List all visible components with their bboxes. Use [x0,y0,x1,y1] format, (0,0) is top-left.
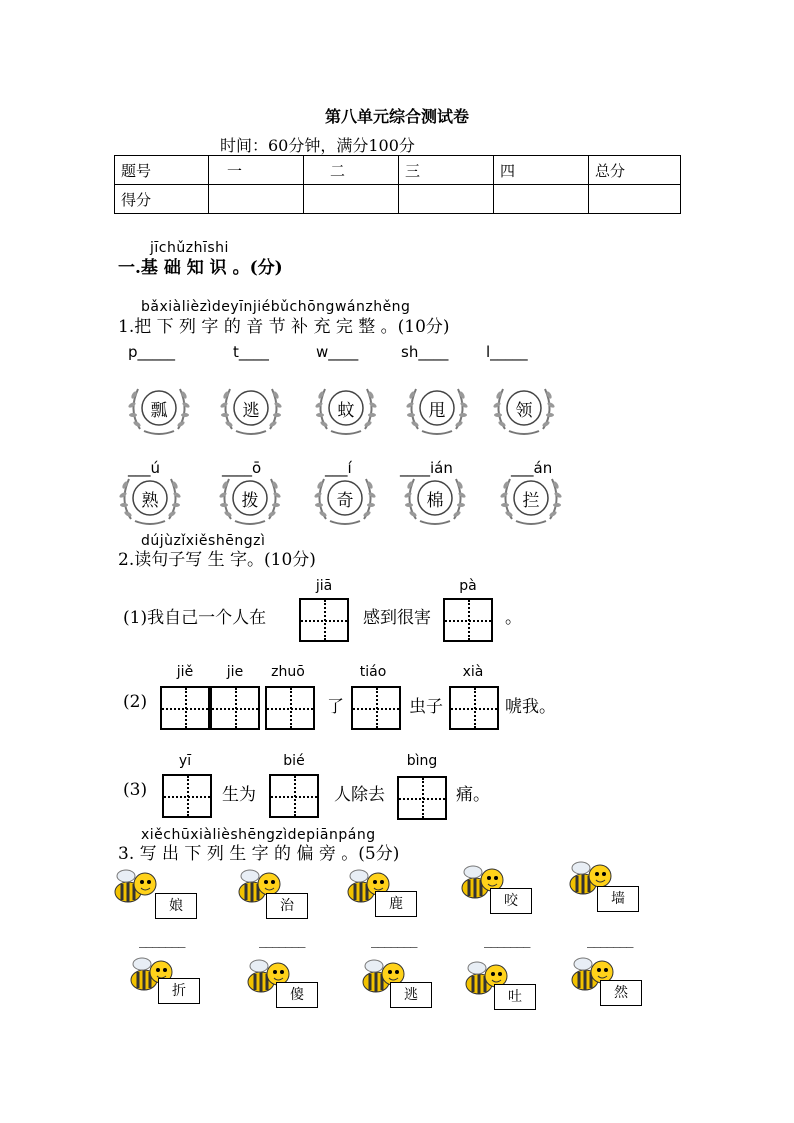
table-cell: 一 [209,156,304,185]
sentence-text: 痛。 [456,785,490,805]
answer-line[interactable]: _______ [587,930,633,948]
writing-grid[interactable] [449,686,499,730]
table-row [115,156,681,185]
pinyin-hint: xià [462,664,484,680]
character: 奇 [336,491,354,511]
q1-pinyin: bǎxiàlièzìdeyīnjiébǔchōngwánzhěng [141,299,411,315]
character: 棉 [426,491,444,511]
wreath-char [491,381,557,439]
wreath-char [402,471,468,529]
section1-pinyin: jīchǔzhīshi [150,240,229,256]
writing-grid[interactable] [351,686,401,730]
radical-char-box: 然 [600,980,642,1006]
character: 瓢 [150,401,168,421]
writing-grid[interactable] [269,774,319,818]
pinyin-hint: jie [226,664,244,680]
pinyin-blank[interactable]: sh____ [401,343,449,361]
character: 领 [515,401,533,421]
sentence-text: (3) [123,780,148,800]
radical-char-box: 折 [158,978,200,1004]
sentence-text: 感到很害 [363,608,431,628]
score-table [114,155,681,214]
radical-char-box: 娘 [155,893,197,919]
time-info: 时间：60分钟，满分100分 [220,136,415,155]
character: 逃 [242,401,260,421]
table-cell[interactable] [209,185,304,214]
answer-line[interactable]: _______ [259,930,305,948]
character: 拦 [522,491,540,511]
pinyin-hint: bié [283,753,305,769]
pinyin-blank[interactable]: ___án [511,459,553,477]
section1-title: 一.基 础 知 识 。(分) [118,258,283,278]
pinyin-blank[interactable]: w____ [316,343,359,361]
bee-icon [112,866,158,910]
pinyin-blank[interactable]: ____ián [400,459,453,477]
wreath-char [313,381,379,439]
character: 熟 [141,491,159,511]
writing-grid[interactable] [160,686,210,730]
pinyin-hint: jiě [176,664,194,680]
table-cell: 得分 [115,185,209,214]
pinyin-blank[interactable]: l_____ [486,343,528,361]
wreath-char [217,471,283,529]
sentence-text: (2) [123,692,148,712]
pinyin-blank[interactable]: p_____ [128,343,176,361]
writing-grid[interactable] [210,686,260,730]
writing-grid[interactable] [162,774,212,818]
radical-char-box: 鹿 [375,891,417,917]
pinyin-blank[interactable]: ___ú [128,459,161,477]
wreath-char [218,381,284,439]
pinyin-hint: pà [459,578,477,594]
sentence-text: 人除去 [334,785,385,805]
table-cell: 二 [304,156,399,185]
sentence-text: 生为 [222,785,256,805]
q3-pinyin: xiěchūxiàlièshēngzìdepiānpáng [141,827,376,843]
pinyin-hint: zhuō [271,664,305,680]
q2-pinyin: dújùzǐxiěshēngzì [141,533,266,549]
table-cell: 总分 [589,156,681,185]
writing-grid[interactable] [299,598,349,642]
page-title: 第八单元综合测试卷 [324,107,469,126]
q3-title: 3. 写 出 下 列 生 字 的 偏 旁 。(5分) [118,844,400,864]
writing-grid[interactable] [443,598,493,642]
radical-char-box: 墙 [597,886,639,912]
table-cell: 四 [494,156,589,185]
wreath-char [404,381,470,439]
wreath-char [126,381,192,439]
pinyin-hint: tiáo [359,664,387,680]
pinyin-hint: yī [178,753,192,769]
radical-char-box: 逃 [390,982,432,1008]
table-cell[interactable] [589,185,681,214]
pinyin-hint: bìng [406,753,438,769]
sentence-text: 了 [327,697,344,717]
sentence-text: 唬我。 [505,697,556,717]
q1-title: 1.把 下 列 字 的 音 节 补 充 完 整 。(10分) [118,317,450,337]
table-cell[interactable] [494,185,589,214]
table-cell: 三 [399,156,494,185]
character: 蚊 [337,401,355,421]
wreath-char [498,471,564,529]
writing-grid[interactable] [265,686,315,730]
pinyin-blank[interactable]: ___í [325,459,352,477]
radical-char-box: 咬 [490,888,532,914]
table-row [115,185,681,214]
answer-line[interactable]: _______ [371,930,417,948]
wreath-char [117,471,183,529]
character: 甩 [428,401,446,421]
answer-line[interactable]: _______ [139,930,185,948]
table-cell: 题号 [115,156,209,185]
pinyin-blank[interactable]: t____ [233,343,269,361]
wreath-char [312,471,378,529]
sentence-text: (1)我自己一个人在 [123,608,267,628]
writing-grid[interactable] [397,776,447,820]
sentence-text: 虫子 [409,697,443,717]
table-cell[interactable] [399,185,494,214]
q2-title: 2.读句子写 生 字。(10分) [118,550,316,570]
sentence-text: 。 [505,608,522,628]
pinyin-blank[interactable]: ____ō [222,459,262,477]
table-cell[interactable] [304,185,399,214]
character: 拨 [241,491,259,511]
radical-char-box: 吐 [494,984,536,1010]
pinyin-hint: jiā [315,578,333,594]
answer-line[interactable]: _______ [484,930,530,948]
radical-char-box: 治 [266,893,308,919]
radical-char-box: 傻 [276,982,318,1008]
